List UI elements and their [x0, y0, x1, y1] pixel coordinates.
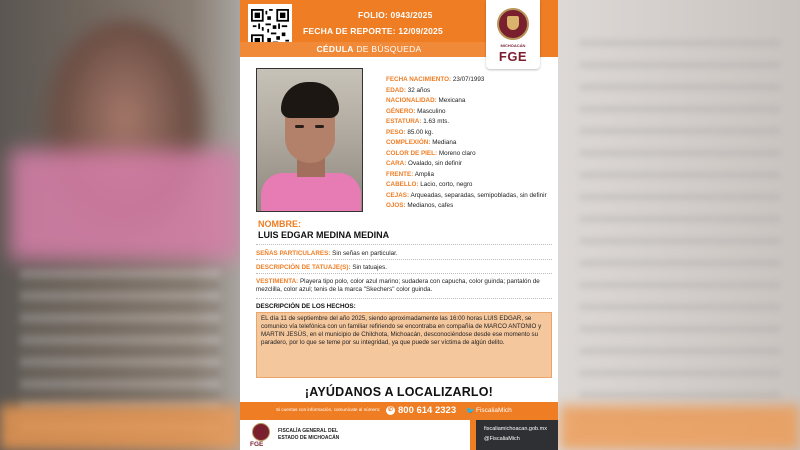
footer-organization: FISCALÍA GENERAL DEL ESTADO DE MICHOACÁN: [278, 428, 340, 441]
detail-row: CEJAS: Arqueadas, separadas, semipobladas, sin definir: [386, 191, 547, 199]
twitter-handle[interactable]: FiscaliaMich: [476, 407, 512, 414]
detail-row: ESTATURA: 1.63 mts.: [386, 118, 450, 125]
detail-row: PESO: 85.00 kg.: [386, 128, 434, 136]
person-name: LUIS EDGAR MEDINA MEDINA: [258, 230, 390, 240]
cedula-title: CÉDULA DE BÚSQUEDA: [316, 44, 422, 54]
poster-header: [240, 0, 558, 64]
detail-row: COLOR DE PIEL: Moreno claro: [386, 149, 476, 157]
hechos-label: DESCRIPCIÓN DE LOS HECHOS:: [256, 303, 356, 310]
detail-row: OJOS: Medianos, cafes: [386, 202, 454, 209]
contact-text: Si cuentas con información, comunícate al número:: [276, 407, 381, 412]
tatuajes-row: DESCRIPCIÓN DE TATUAJE(S): Sin tatuajes.: [256, 264, 387, 271]
divider: [256, 298, 552, 299]
detail-row: CABELLO: Lacio, corto, negro: [386, 181, 473, 188]
divider: [256, 273, 552, 274]
footer-links: [476, 420, 558, 450]
name-label: NOMBRE:: [258, 219, 301, 229]
detail-row: FRENTE: Amplia: [386, 170, 434, 178]
senas-row: SEÑAS PARTICULARES: Sin señas en particular.: [256, 250, 398, 257]
vestimenta-row: VESTIMENTA: Playera tipo polo, color azul marino; sudadera con capucha, color guinda; pantalón de mezclilla, color azul; tenis de la marca "Skechers" color guinda.: [256, 278, 540, 293]
detail-row: GÉNERO: Masculino: [386, 107, 446, 115]
detail-row: CARA: Ovalado, sin definir: [386, 160, 462, 167]
phone-icon: ✆: [387, 407, 394, 413]
shield-emblem-icon: [497, 8, 529, 40]
report-date: FECHA DE REPORTE: 12/09/2025: [303, 26, 443, 36]
detail-row: COMPLEXIÓN: Mediana: [386, 139, 457, 146]
divider: [256, 259, 552, 260]
detail-row: NACIONALIDAD: Mexicana: [386, 97, 466, 104]
poster-footer: [240, 420, 558, 450]
website-link[interactable]: fiscaliamichoacan.gob.mx: [484, 426, 547, 432]
folio: FOLIO: 0943/2025: [358, 10, 433, 20]
shield-emblem-icon: [252, 423, 270, 441]
social-handle[interactable]: @FiscaliaMich: [484, 436, 520, 442]
logo-acronym: FGE: [498, 49, 528, 64]
divider: [256, 244, 552, 245]
physical-details: [386, 75, 556, 212]
detail-row: EDAD: 32 años: [386, 86, 431, 94]
twitter-icon: 🐦: [466, 408, 475, 415]
footer-acronym: FGE: [250, 441, 264, 448]
phone-number[interactable]: 800 614 2323: [398, 405, 457, 416]
detail-row: FECHA NACIMIENTO: 23/07/1993: [386, 76, 485, 83]
hechos-description: EL día 11 de septiembre del año 2025, siendo aproximadamente las 16:00 horas LUIS EDGAR, se comunico vía telefónica con un familiar refiriendo se encontraba en compañía de MARCO ANTONIO y MARTIN JESÚS, en el municipio de Chilchota, Michoacán, desconociéndose desde ese momento su paradero, por lo que se teme por su integridad, ya que puede ser víctima de algún delito.: [256, 312, 552, 378]
fge-logo: [486, 0, 540, 69]
help-headline: ¡AYÚDANOS A LOCALIZARLO!: [304, 385, 494, 399]
contact-bar: [240, 402, 558, 420]
missing-person-poster: [240, 0, 558, 450]
person-photo: [256, 68, 363, 212]
logo-subtitle: MICHOACÁN: [500, 43, 526, 48]
